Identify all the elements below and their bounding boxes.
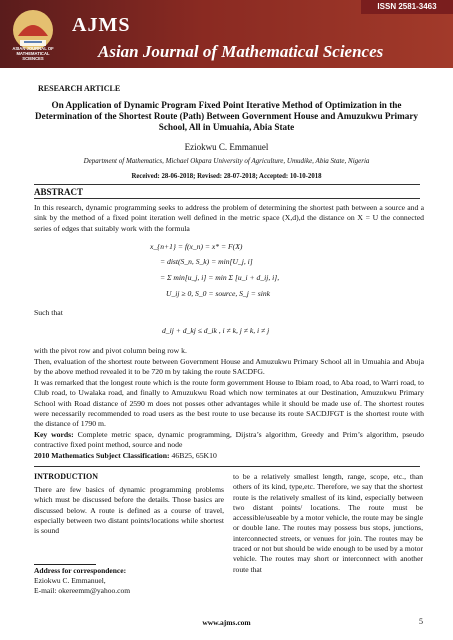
journal-acronym: AJMS <box>72 14 131 36</box>
keywords <box>34 430 424 451</box>
divider <box>34 198 420 199</box>
equation: = Σ min[u_j, i] = min Σ [u_i + d_ij, i], <box>160 273 280 282</box>
abstract-paragraph: with the pivot row and pivot column being row k. <box>34 346 187 355</box>
article-title: On Application of Dynamic Program Fixed Point Iterative Method of Optimization in the Determination of the Shortest Route (Path) Between Government House and Amuzukwu Primary School, All in Umuahia, Abia State <box>34 100 419 132</box>
abstract-paragraph: In this research, dynamic programming seeks to address the problem of determining the shortest path between a source and a sink by the method of a fixed point iteration well defined in the metric space (X,d),d the distance on X = U the connected series of edges that suitably work with the formula <box>34 203 424 233</box>
page-number: 5 <box>419 617 423 626</box>
correspondence <box>34 566 130 596</box>
equation: x_{n+1} = f(x_n) = x* = F(X) <box>150 242 243 251</box>
introduction-heading: INTRODUCTION <box>34 472 99 481</box>
equation: d_ij + d_kj ≤ d_ik , i ≠ k, j ≠ k, i ≠ j <box>162 326 270 335</box>
divider <box>34 564 96 565</box>
equation: = dist(S_n, S_k) = min[U_j, i] <box>160 257 253 266</box>
issn-badge: ISSN 2581-3463 <box>361 0 453 14</box>
article-type: RESEARCH ARTICLE <box>38 84 121 93</box>
msc-classification <box>34 451 424 461</box>
divider <box>34 184 420 185</box>
journal-header <box>0 0 453 68</box>
divider <box>34 466 420 467</box>
intro-right-column: to be a relatively smallest length, range, scope, etc., than others of its kind, type,etc. Therefore, we say that the shortest route is the relatively smallest of its kind, especially between two distant points/ locations. The route must be accessible/useable by a motor vehicle, the route may be single or double lane. The routes may possess bus stops, junctions, interconnected streets, or venues for join. The routes may be traced or not but should be wide enough to be used by a motor vehicle. The routes may short or interconnect with another route that <box>233 472 423 574</box>
correspondence-name: Eziokwu C. Emmanuel, <box>34 576 106 585</box>
correspondence-email: E-mail: okereemm@yahoo.com <box>34 586 131 595</box>
journal-name: Asian Journal of Mathematical Sciences <box>98 42 384 61</box>
author-affiliation: Department of Mathematics, Michael Okpara University of Agriculture, Umudike, Abia State, Nigeria <box>83 157 370 165</box>
abstract-paragraph: It was remarked that the longest route which is the route form government House to Ibiam road, to Aba road, to Warri road, to Club road, to Uwalaka road, and finally to Amuzukwu Road which now terminates at our Destination, Amuzukwu Primary School with Road distance of 2590 m does not posses other advantages while it should be made use of. The shortest routes were necessarily recommended to road users as the best route to use because its route SACDJFGT is the shortest route with the distance of 1790 m. <box>34 378 424 429</box>
msc-label: 2010 Mathematics Subject Classification: <box>34 451 170 460</box>
abstract-paragraph: Then, evaluation of the shortest route between Government House and Amuzukwu Primary School all in Umuahia and Abuja by the above method revealed it to be 720 m by taking the route SACDFG. <box>34 357 424 377</box>
msc-codes: 46B25, 65K10 <box>171 451 217 460</box>
footer-url[interactable]: www.ajms.com <box>202 618 251 627</box>
correspondence-label: Address for correspondence: <box>34 566 127 575</box>
equation: U_ij ≥ 0, S_0 = source, S_j = sink <box>166 289 270 298</box>
article-dates: Received: 28-06-2018; Revised: 28-07-2018; Accepted: 10-10-2018 <box>131 173 322 180</box>
logo-text: ASIAN JOURNAL OF MATHEMATICAL SCIENCES <box>12 46 54 61</box>
intro-left-column: There are few basics of dynamic programming problems which must be discussed before the details. Those basics are discussed below. A route is defined as a course of travel, especially between two distant points/locations while shortest is sound <box>34 485 224 536</box>
keywords-label: Key words: <box>34 430 74 439</box>
author-name: Eziokwu C. Emmanuel <box>184 142 269 152</box>
keywords-text: Complete metric space, dynamic programming, Dijstra’s algorithm, Greedy and Prim’s algorithm, pseudo contractive fixed point method, source and node <box>34 430 425 450</box>
abstract-heading: ABSTRACT <box>34 187 84 197</box>
such-that-text: Such that <box>34 308 63 317</box>
